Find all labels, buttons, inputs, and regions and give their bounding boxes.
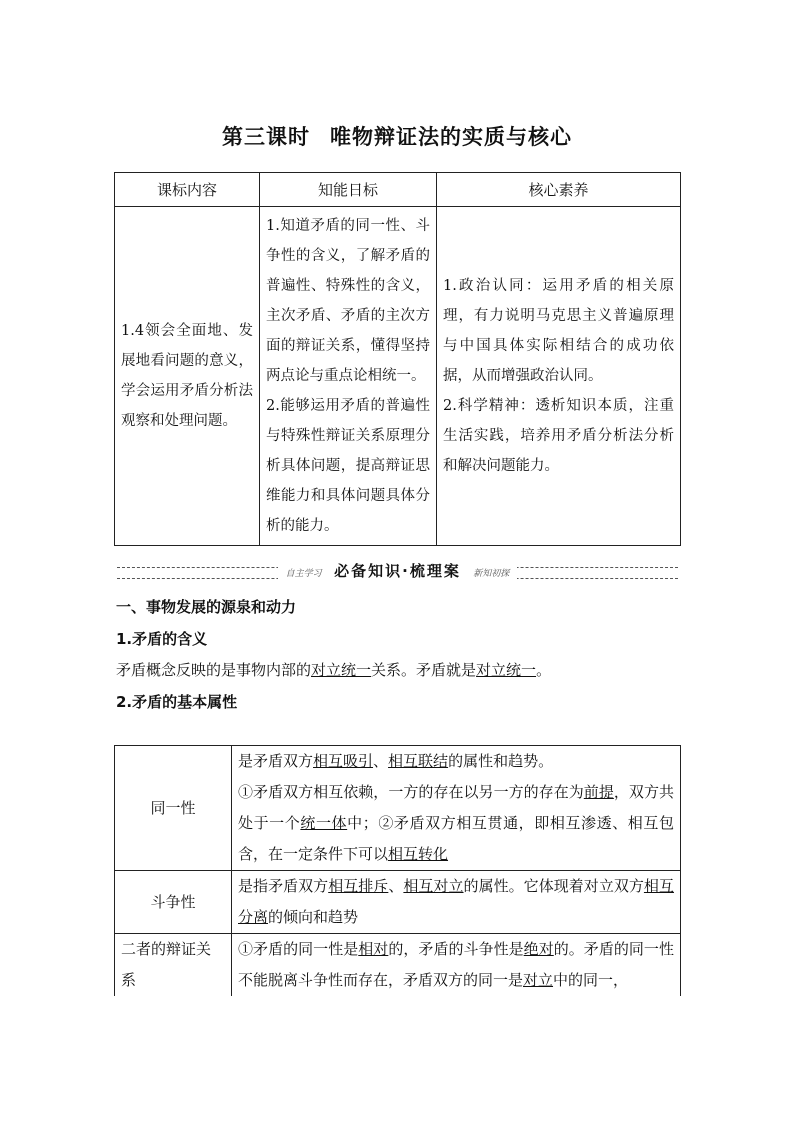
- banner-right: 新知初探: [469, 569, 513, 579]
- header-literacy: 核心素养: [437, 173, 681, 207]
- subheading-meaning: 1.矛盾的含义: [116, 630, 208, 648]
- banner-left: 自主学习: [282, 569, 326, 579]
- objectives-cell: 1.知道矛盾的同一性、斗争性的含义，了解矛盾的普遍性、特殊性的含义，主次矛盾、矛盾的主次方面的辩证关系，懂得坚持两点论与重点论相统一。 2.能够运用矛盾的普遍性与特殊性辩证关系原理分析具体问题，提高辩证思维能力和具体问题具体分析的能力。: [260, 207, 437, 546]
- objectives-table: [114, 172, 681, 546]
- curriculum-cell: 1.4领会全面地、发展地看问题的意义，学会运用矛盾分析法观察和处理问题。: [115, 207, 260, 546]
- section-heading: 一、事物发展的源泉和动力: [116, 598, 297, 616]
- header-curriculum: 课标内容: [115, 173, 260, 207]
- title-topic: 唯物辩证法的实质与核心: [330, 125, 572, 149]
- title-lesson: 第三课时: [222, 125, 310, 149]
- struggle-content: 是指矛盾双方相互排斥、相互对立的属性。它体现着对立双方相互分离的倾向和趋势: [232, 871, 681, 934]
- header-objectives: 知能日标: [260, 173, 437, 207]
- label-struggle: 斗争性: [115, 871, 232, 934]
- label-identity: 同一性: [115, 746, 232, 871]
- dialectical-relation-content: ①矛盾的同一性是相对的，矛盾的斗争性是绝对的。矛盾的同一性不能脱离斗争性而存在，矛盾双方的同一是对立中的同一，: [232, 934, 681, 997]
- banner-title: 必备知识·梳理案: [330, 562, 465, 580]
- literacy-cell: 1.政治认同：运用矛盾的相关原理，有力说明马克思主义普遍原理与中国具体实际相结合的成功依据，从而增强政治认同。 2.科学精神：透析知识本质，注重生活实践，培养用矛盾分析法分析和解决问题能力。: [437, 207, 681, 546]
- label-dialectical-relation: 二者的辩证关系: [115, 934, 232, 997]
- identity-content: 是矛盾双方相互吸引、相互联结的属性和趋势。 ①矛盾双方相互依赖，一方的存在以另一方的存在为前提，双方共处于一个统一体中；②矛盾双方相互贯通，即相互渗透、相互包含，在一定条件下可以相互转化: [232, 746, 681, 871]
- subheading-attributes: 2.矛盾的基本属性: [116, 693, 238, 711]
- page-title: [0, 121, 794, 151]
- paragraph-meaning: 矛盾概念反映的是事物内部的对立统一关系。矛盾就是对立统一。: [116, 661, 552, 679]
- section-banner: [117, 558, 678, 580]
- attributes-table: [114, 745, 681, 996]
